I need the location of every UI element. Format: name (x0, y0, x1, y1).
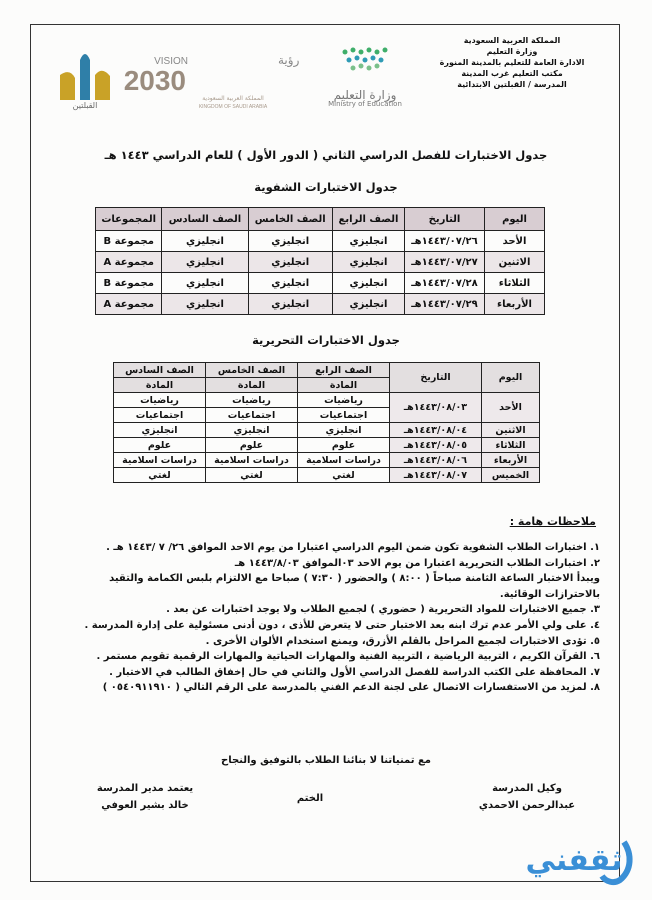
table-header-row (96, 208, 545, 231)
table-cell: ١٤٤٣/٠٧/٢٩هـ (405, 294, 485, 315)
note-item: ١. اختبارات الطلاب الشفوية تكون ضمن اليوم الدراسي اعتبارا من يوم الاحد الموافق ٢٦/ ٧ /١٤٤٣ هـ . (106, 542, 600, 553)
main-title: جدول الاختبارات للفصل الدراسي الثاني ( الدور الأول ) للعام الدراسي ١٤٤٣ هـ (104, 148, 548, 162)
column-header: الصف الخامس (206, 363, 298, 378)
table-cell: علوم (298, 438, 390, 453)
table-cell: رياضيات (298, 393, 390, 408)
column-header: الصف الرابع (298, 363, 390, 378)
header-line: المدرسة / القبلتين الابتدائية (457, 80, 567, 89)
table-cell: انجليزي (332, 231, 404, 252)
table-cell: انجليزي (332, 294, 404, 315)
table-cell: انجليزي (114, 423, 206, 438)
deputy-signature (457, 780, 597, 814)
column-subheader: المادة (298, 378, 390, 393)
header-text (412, 35, 612, 90)
school-logo-icon (50, 40, 120, 110)
table-cell: لغتي (206, 468, 298, 483)
note-item: ٧. المحافظة على الكتب الدراسة للفصل الدراسي الأول والثاني في حال إخفاق الطالب في الاختبار . (109, 666, 600, 678)
table-cell: علوم (206, 438, 298, 453)
table-cell: انجليزي (248, 273, 332, 294)
table-cell: الأربعاء (482, 453, 540, 468)
table-cell: انجليزي (206, 423, 298, 438)
table-cell: ١٤٤٣/٠٨/٠٥هـ (390, 438, 482, 453)
table-row (96, 294, 545, 315)
table-cell: الثلاثاء (485, 273, 545, 294)
note-item: ٦. القرآن الكريم ، التربية الرياضية ، التربية الفنية والمهارات الحياتية والمهارات الرقمية تقويم مستمر . (96, 651, 600, 663)
table-cell: انجليزي (298, 423, 390, 438)
column-subheader: المادة (114, 378, 206, 393)
column-header: الصف السادس (114, 363, 206, 378)
deputy-name: عبدالرحمن الاحمدي (478, 800, 576, 811)
vision-label: VISION (154, 56, 188, 67)
table-cell: ١٤٤٣/٠٨/٠٧هـ (390, 468, 482, 483)
table-row (114, 438, 540, 453)
table-cell: ١٤٤٣/٠٧/٢٨هـ (405, 273, 485, 294)
oral-exams-table (95, 207, 545, 315)
column-subheader: المادة (206, 378, 298, 393)
column-header: اليوم (482, 363, 540, 393)
note-item: ٨. لمزيد من الاستفسارات الاتصال على لجنة الدعم الفني بالمدرسة على الرقم التالي ( ٠٥٤٠٩١١٩١٠ ) (102, 682, 600, 694)
column-header: المجموعات (96, 208, 162, 231)
table-cell: الأحد (485, 231, 545, 252)
table-cell: علوم (114, 438, 206, 453)
watermark-logo-icon (474, 830, 634, 890)
table-cell: انجليزي (162, 273, 248, 294)
header-line: وزارة التعليم (486, 47, 538, 56)
notes-title: ملاحظات هامة : (509, 515, 596, 528)
table-row (114, 423, 540, 438)
table-cell: ١٤٤٣/٠٧/٢٧هـ (405, 252, 485, 273)
column-header: التاريخ (390, 363, 482, 393)
table-cell: رياضيات (206, 393, 298, 408)
table-cell: دراسات اسلامية (114, 453, 206, 468)
table-row (96, 231, 545, 252)
table-cell: مجموعة B (96, 231, 162, 252)
table-cell: لغتي (114, 468, 206, 483)
table-cell: انجليزي (248, 231, 332, 252)
column-header: التاريخ (405, 208, 485, 231)
vision-2030-logo-icon (123, 50, 300, 110)
table-cell: مجموعة A (96, 252, 162, 273)
principal-signature (70, 780, 220, 814)
vision-label-ar: رؤية (278, 53, 300, 67)
table-cell: دراسات اسلامية (298, 453, 390, 468)
stamp-label: الختم (296, 793, 324, 804)
column-header: الصف الخامس (248, 208, 332, 231)
written-title: جدول الاختبارات التحريرية (252, 333, 400, 347)
ministry-name-ar: وزارة التعليم (333, 88, 397, 102)
table-cell: الاثنين (485, 252, 545, 273)
column-header: الصف الرابع (332, 208, 404, 231)
note-item: ويبدأ الاختبار الساعة الثامنة صباحاً ( ٨:٠٠ ) والحضور ( ٧:٣٠ ) صباحا مع الالتزام بلبس الكمامة والتقيد بالاحترازات الوقائية. (109, 573, 600, 600)
vision-kingdom-ar: المملكة العربية السعودية (202, 95, 264, 102)
table-cell: انجليزي (332, 252, 404, 273)
notes-list (52, 540, 600, 696)
table-cell: رياضيات (114, 393, 206, 408)
table-cell: انجليزي (248, 252, 332, 273)
note-item: ٣. جميع الاختبارات للمواد التحريرية ( حضوري ) لجميع الطلاب ولا يوجد اختبارات عن بعد . (166, 604, 600, 616)
oral-title: جدول الاختبارات الشفوية (254, 180, 398, 194)
table-cell: ١٤٤٣/٠٨/٠٤هـ (390, 423, 482, 438)
table-cell: انجليزي (248, 294, 332, 315)
table-cell: انجليزي (162, 231, 248, 252)
written-exams-table (113, 362, 540, 483)
table-row (114, 468, 540, 483)
note-item: ٥. تؤدى الاختبارات لجميع المراحل بالقلم الأزرق، ويمنع استخدام الألوان الأخرى . (205, 635, 600, 647)
table-cell: الاثنين (482, 423, 540, 438)
table-row (114, 453, 540, 468)
principal-name: خالد بشير العوفي (101, 800, 189, 811)
principal-title: يعتمد مدير المدرسة (96, 783, 194, 794)
table-cell: انجليزي (162, 252, 248, 273)
table-cell: دراسات اسلامية (206, 453, 298, 468)
table-cell: انجليزي (332, 273, 404, 294)
note-item: ٢. اختبارات الطلاب التحريرية اعتبارا من يوم الاحد ٠٣الموافق ١٤٤٣/٨/٠٣ هـ (234, 557, 600, 569)
table-cell: الثلاثاء (482, 438, 540, 453)
table-cell: ١٤٤٣/٠٨/٠٣هـ (390, 393, 482, 423)
column-header: الصف السادس (162, 208, 248, 231)
table-cell: لغتي (298, 468, 390, 483)
table-cell: الخميس (482, 468, 540, 483)
table-cell: مجموعة B (96, 273, 162, 294)
watermark-text: ثقفني (525, 843, 623, 878)
closing-text: مع تمنياتنا لا بنائنا الطلاب بالتوفيق والنجاح (221, 755, 431, 766)
vision-year: 2030 (123, 65, 186, 96)
table-cell: الأحد (482, 393, 540, 423)
note-item: ٤. على ولي الأمر عدم ترك ابنه بعد الاختبار حتى لا يتعرض للأذى ، دون أدنى مسئولية على إدارة المدرسة . (84, 619, 600, 631)
table-header-row (114, 363, 540, 378)
table-cell: ١٤٤٣/٠٨/٠٦هـ (390, 453, 482, 468)
table-cell: اجتماعيات (206, 408, 298, 423)
ministry-name-en: Ministry of Education (328, 100, 402, 108)
table-cell: ١٤٤٣/٠٧/٢٦هـ (405, 231, 485, 252)
table-row (114, 393, 540, 408)
header-line: الادارة العامة للتعليم بالمدينة المنورة (439, 58, 585, 67)
table-cell: الأربعاء (485, 294, 545, 315)
table-row (96, 273, 545, 294)
header-line: مكتب التعليم غرب المدينة (461, 69, 563, 78)
table-row (96, 252, 545, 273)
deputy-title: وكيل المدرسة (492, 783, 562, 794)
header-line: المملكة العربية السعودية (463, 36, 561, 45)
table-cell: اجتماعيات (114, 408, 206, 423)
school-logo-text: القبلتين (72, 101, 98, 110)
table-cell: اجتماعيات (298, 408, 390, 423)
table-cell: مجموعة A (96, 294, 162, 315)
column-header: اليوم (485, 208, 545, 231)
table-cell: انجليزي (162, 294, 248, 315)
vision-kingdom-en: KINGDOM OF SAUDI ARABIA (198, 104, 268, 110)
